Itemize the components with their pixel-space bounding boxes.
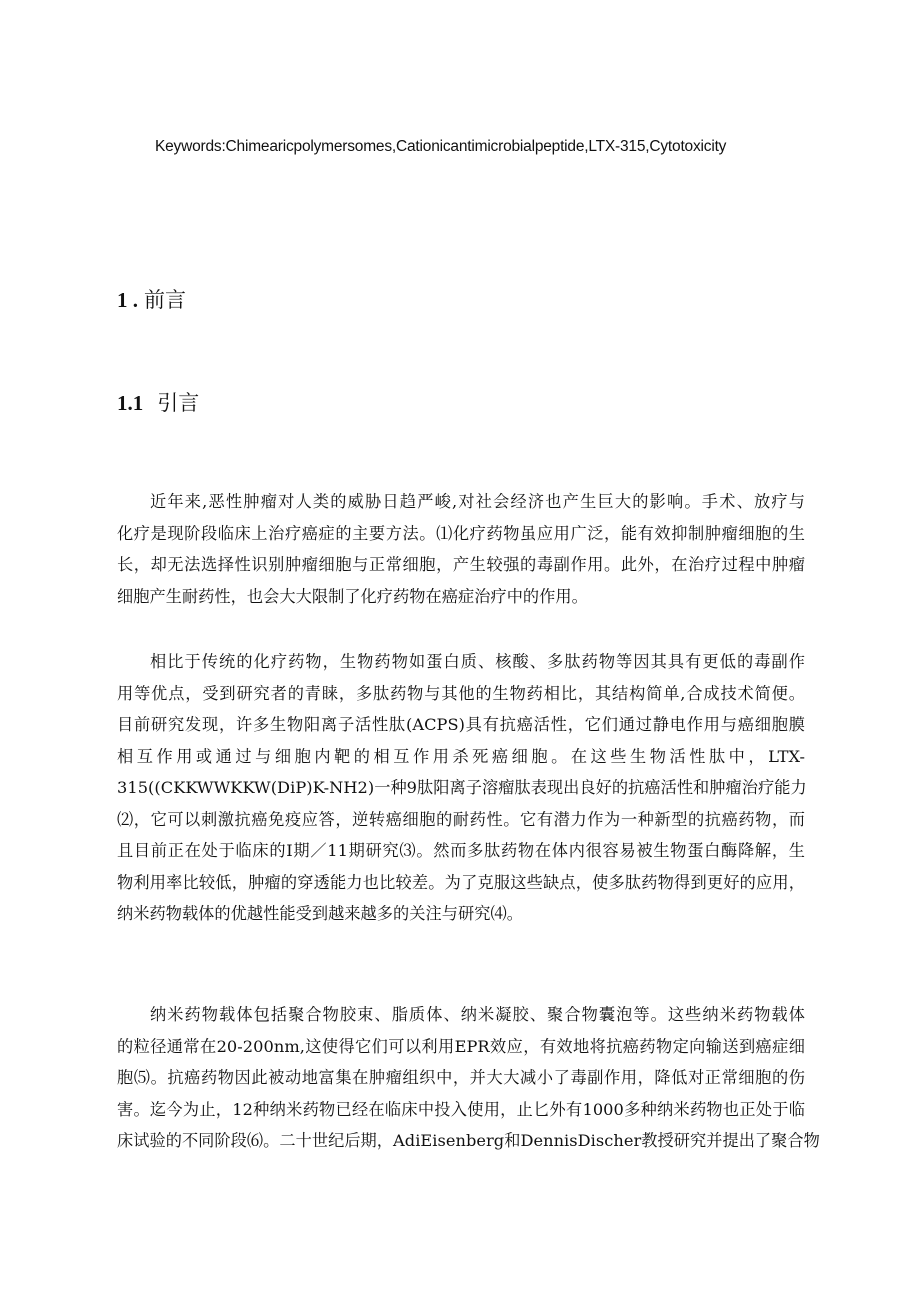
paragraph-line: 相比于传统的化疗药物，生物药物如蛋白质、核酸、多肽药物等因其具有更低的毒副作 [150, 652, 805, 671]
subsection-title: 引言 [157, 391, 200, 415]
paragraph-line: 用等优点，受到研究者的青睐，多肽药物与其他的生物药相比，其结构简单,合成技术简便。 [117, 683, 805, 703]
section-number: 1 . [117, 288, 138, 312]
paragraph-line: 床试验的不同阶段⑹。二十世纪后期，AdiEisenberg和DennisDischer教授研究并提出了聚合物 [117, 1131, 820, 1150]
paragraph-line: 纳米药物载体包括聚合物胶束、脂质体、纳米凝胶、聚合物囊泡等。这些纳米药物载体 [150, 1005, 805, 1024]
paragraph-line: 化疗是现阶段临床上治疗癌症的主要方法。⑴化疗药物虽应用广泛，能有效抑制肿瘤细胞的生 [117, 523, 805, 543]
paragraph-line: 的粒径通常在20-200nm,这使得它们可以利用EPR效应，有效地将抗癌药物定向输送到癌症细 [117, 1036, 805, 1056]
section-title: 前言 [144, 288, 186, 312]
paragraph-line: ⑵，它可以刺激抗癌免疫应答，逆转癌细胞的耐药性。它有潜力作为一种新型的抗癌药物，而 [117, 809, 805, 829]
paragraph-line: 目前研究发现，许多生物阳离子活性肽(ACPS)具有抗癌活性，它们通过静电作用与癌细胞膜 [117, 715, 805, 734]
paragraph-2 [117, 646, 805, 930]
paragraph-line: 害。迄今为止，12种纳米药物已经在临床中投入使用，止匕外有1000多种纳米药物也正处于临 [117, 1099, 805, 1119]
paragraph-1 [117, 486, 805, 612]
paragraph-3 [117, 999, 820, 1157]
paragraph-line: 细胞产生耐药性，也会大大限制了化疗药物在癌症治疗中的作用。 [117, 586, 588, 606]
keywords-line: Keywords:Chimearicpolymersomes,Cationicantimicrobialpeptide,LTX-315,Cytotoxicity [155, 138, 727, 155]
paragraph-line: 近年来,恶性肿瘤对人类的威胁日趋严峻,对社会经济也产生巨大的影响。手术、放疗与 [150, 492, 805, 511]
section-heading-1-1 [117, 387, 199, 417]
paragraph-line: 物利用率比较低，肿瘤的穿透能力也比较差。为了克服这些缺点，使多肽药物得到更好的应用， [117, 872, 805, 892]
paragraph-line: 315((CKKWWKKW(DiP)K-NH2)一种9肽阳离子溶瘤肽表现出良好的抗癌活性和肿瘤治疗能力 [117, 778, 807, 797]
paragraph-line: 长，却无法选择性识别肿瘤细胞与正常细胞，产生较强的毒副作用。此外，在治疗过程中肿瘤 [117, 555, 805, 574]
section-heading-1 [117, 284, 186, 314]
paragraph-line: 相互作用或通过与细胞内靶的相互作用杀死癌细胞。在这些生物活性肽中，LTX- [117, 746, 805, 766]
paragraph-line: 且目前正在处于临床的I期／11期研究⑶。然而多肽药物在体内很容易被生物蛋白酶降解，生 [117, 841, 805, 860]
subsection-number: 1.1 [117, 391, 144, 415]
paragraph-line: 胞⑸。抗癌药物因此被动地富集在肿瘤组织中，并大大减小了毒副作用，降低对正常细胞的伤 [117, 1068, 805, 1087]
paragraph-line: 纳米药物载体的优越性能受到越来越多的关注与研究⑷。 [117, 904, 523, 923]
